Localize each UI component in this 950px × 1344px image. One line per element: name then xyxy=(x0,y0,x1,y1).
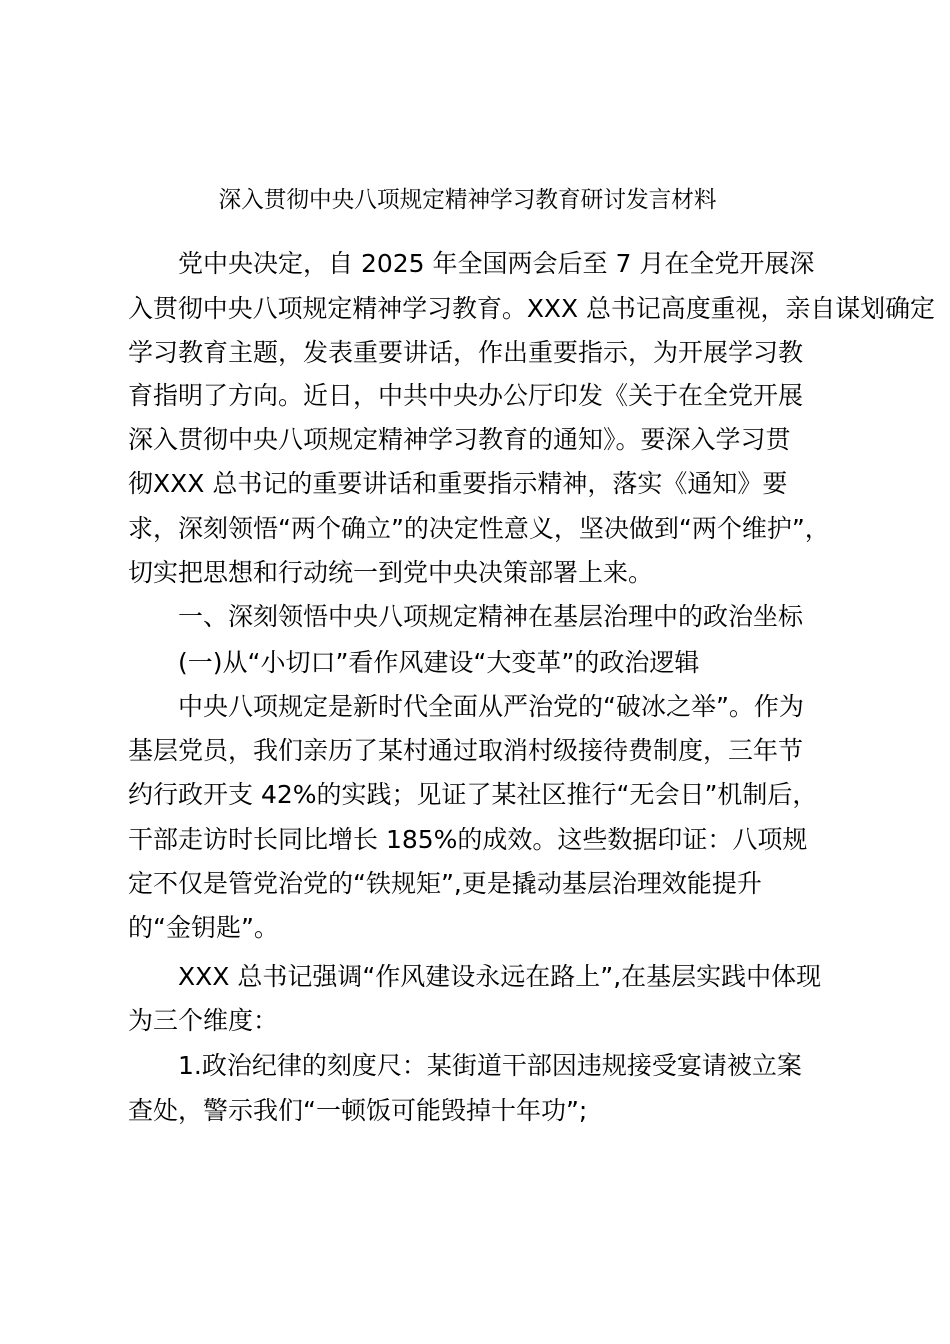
paragraph-line: 党中央决定，自 2025 年全国两会后至 7 月在全党开展深 xyxy=(178,249,815,278)
paragraph-line: 求，深刻领悟“两个确立”的决定性意义，坚决做到“两个维护”， xyxy=(128,514,830,543)
paragraph-line: 深入贯彻中央八项规定精神学习教育的通知》。要深入学习贯 xyxy=(128,425,791,454)
section-heading: 一、深刻领悟中央八项规定精神在基层治理中的政治坐标 xyxy=(178,602,804,631)
list-item-line: 1.政治纪律的刻度尺：某街道干部因违规接受宴请被立案 xyxy=(178,1051,802,1080)
paragraph-line: 定不仅是管党治党的“铁规矩”,更是撬动基层治理效能提升 xyxy=(128,869,762,898)
paragraph-line: 育指明了方向。近日，中共中央办公厅印发《关于在全党开展 xyxy=(128,381,804,410)
paragraph-line: 干部走访时长同比增长 185%的成效。这些数据印证：八项规 xyxy=(128,825,808,854)
paragraph-line: 学习教育主题，发表重要讲话，作出重要指示，为开展学习教 xyxy=(128,338,804,367)
subsection-heading: (一)从“小切口”看作风建设“大变革”的政治逻辑 xyxy=(178,648,700,677)
list-item-line: 查处，警示我们“一顿饭可能毁掉十年功”; xyxy=(128,1096,588,1125)
document-title: 深入贯彻中央八项规定精神学习教育研讨发言材料 xyxy=(218,187,717,213)
paragraph-line: XXX 总书记强调“作风建设永远在路上”,在基层实践中体现 xyxy=(178,962,822,991)
paragraph-line: 为三个维度： xyxy=(128,1006,279,1035)
paragraph-line: 基层党员，我们亲历了某村通过取消村级接待费制度，三年节 xyxy=(128,736,804,765)
paragraph-line: 约行政开支 42%的实践；见证了某社区推行“无会日”机制后， xyxy=(128,780,818,809)
paragraph-line: 中央八项规定是新时代全面从严治党的“破冰之举”。作为 xyxy=(178,692,804,721)
paragraph-line: 的“金钥匙”。 xyxy=(128,913,279,942)
paragraph-line: 入贯彻中央八项规定精神学习教育。XXX 总书记高度重视，亲自谋划确定 xyxy=(128,294,935,323)
paragraph-line: 彻XXX 总书记的重要讲话和重要指示精神，落实《通知》要 xyxy=(128,469,788,498)
paragraph-line: 切实把思想和行动统一到党中央决策部署上来。 xyxy=(128,558,654,587)
